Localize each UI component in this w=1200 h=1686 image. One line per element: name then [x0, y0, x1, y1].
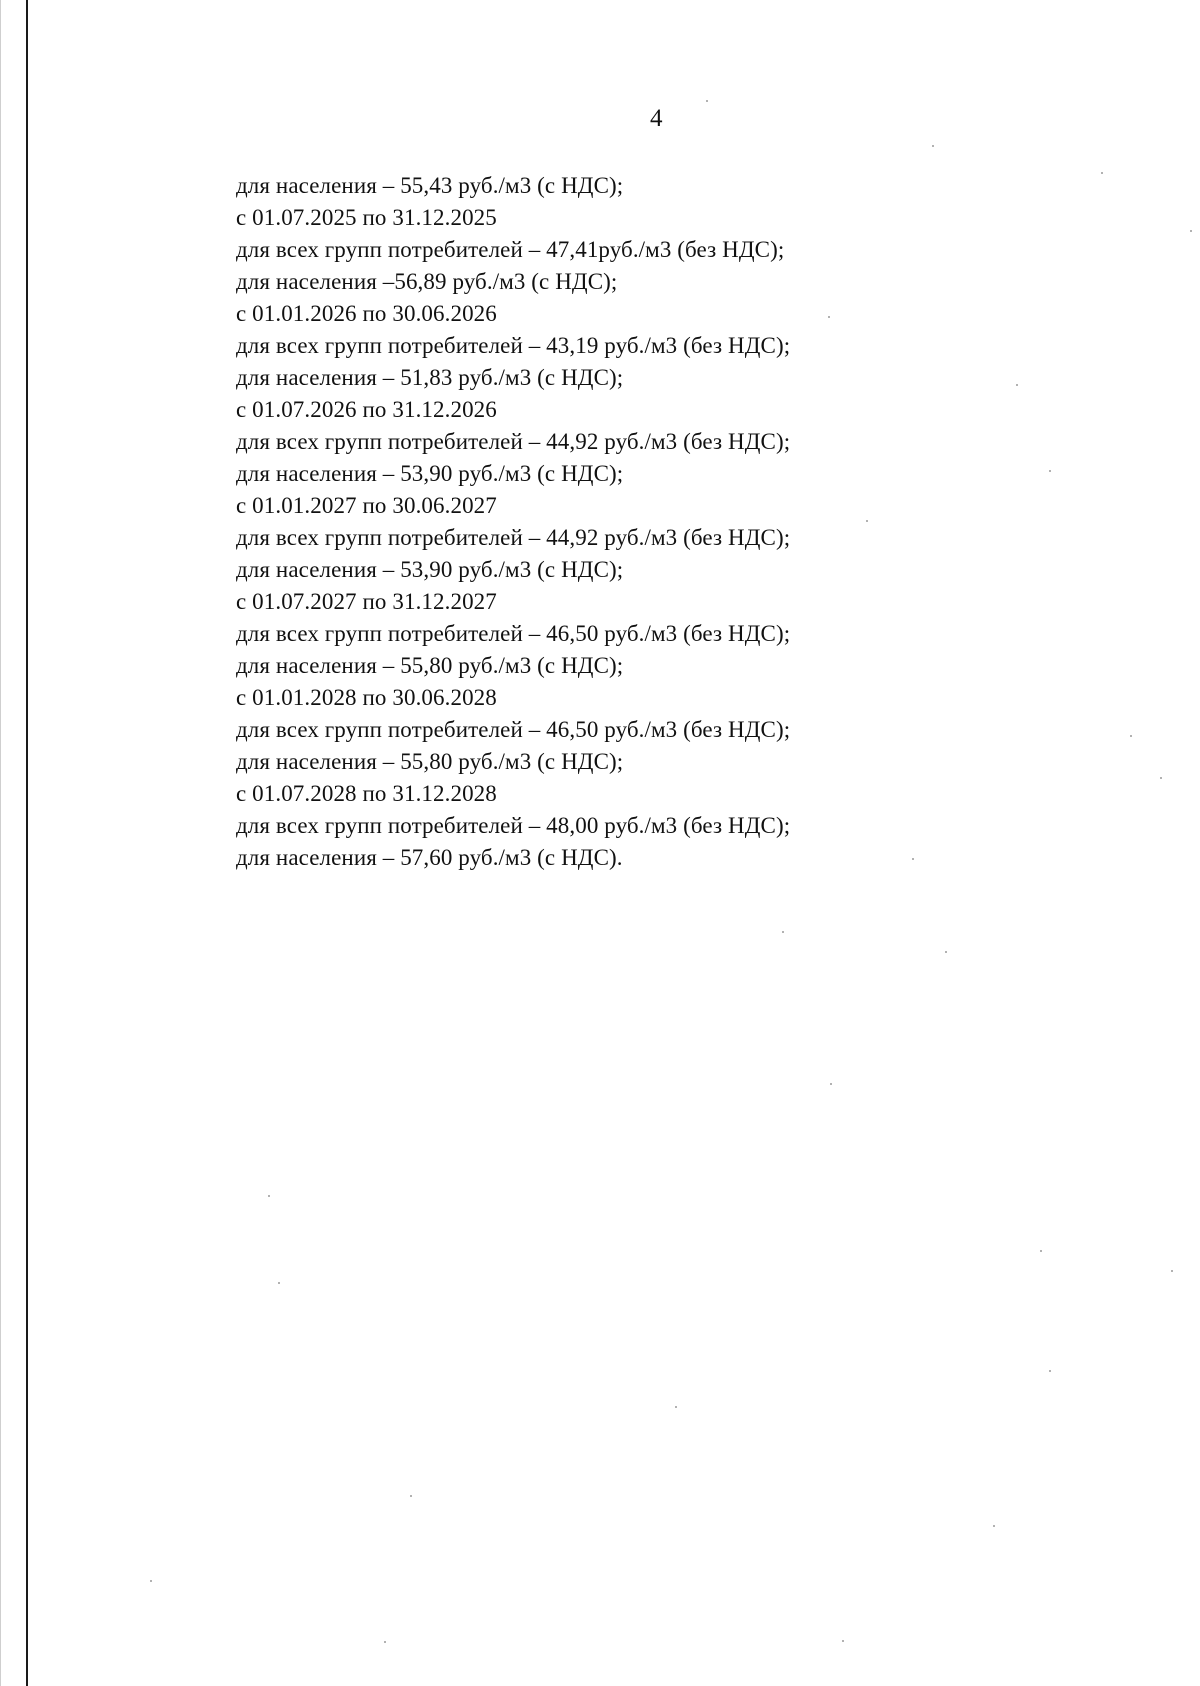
scan-speck — [1040, 1250, 1042, 1252]
text-line: для населения – 53,90 руб./м3 (с НДС); — [236, 461, 624, 486]
text-line: для всех групп потребителей – 43,19 руб./м3 (без НДС); — [236, 333, 791, 358]
page-number: 4 — [650, 105, 663, 132]
scan-speck — [278, 1282, 280, 1284]
scan-speck — [782, 931, 784, 933]
scan-speck — [384, 1641, 386, 1643]
text-line: для населения – 55,80 руб./м3 (с НДС); — [236, 653, 624, 678]
text-line: для всех групп потребителей – 44,92 руб./м3 (без НДС); — [236, 429, 791, 454]
scan-speck — [1130, 735, 1132, 737]
scan-speck — [706, 100, 708, 102]
scan-speck — [830, 1083, 832, 1085]
text-line: с 01.07.2026 по 31.12.2026 — [236, 397, 497, 422]
text-line: для всех групп потребителей – 48,00 руб./м3 (без НДС); — [236, 813, 791, 838]
text-line: для населения – 53,90 руб./м3 (с НДС); — [236, 557, 624, 582]
text-line: для всех групп потребителей – 44,92 руб./м3 (без НДС); — [236, 525, 791, 550]
scan-speck — [912, 858, 914, 860]
scan-edge-outer — [0, 0, 1, 1686]
scan-speck — [1101, 172, 1103, 174]
scan-speck — [866, 520, 868, 522]
text-line: с 01.01.2028 по 30.06.2028 — [236, 685, 497, 710]
scan-speck — [1190, 230, 1192, 232]
text-line: с 01.07.2027 по 31.12.2027 — [236, 589, 497, 614]
scan-edge-line — [26, 0, 28, 1686]
scan-speck — [1160, 777, 1162, 779]
tariff-text-block — [236, 170, 996, 874]
scan-speck — [150, 1580, 152, 1582]
scan-speck — [945, 951, 947, 953]
text-line: с 01.01.2027 по 30.06.2027 — [236, 493, 497, 518]
scan-speck — [675, 1406, 677, 1408]
text-line: для всех групп потребителей – 46,50 руб./м3 (без НДС); — [236, 621, 791, 646]
text-line: для всех групп потребителей – 47,41руб./м3 (без НДС); — [236, 237, 785, 262]
text-line: для населения – 55,80 руб./м3 (с НДС); — [236, 749, 624, 774]
scan-speck — [268, 1195, 270, 1197]
text-line: для населения – 51,83 руб./м3 (с НДС); — [236, 365, 624, 390]
scan-speck — [993, 1525, 995, 1527]
text-line: с 01.07.2028 по 31.12.2028 — [236, 781, 497, 806]
text-line: для населения – 55,43 руб./м3 (с НДС); — [236, 173, 624, 198]
scan-speck — [932, 145, 934, 147]
text-line: для населения – 57,60 руб./м3 (с НДС). — [236, 845, 623, 870]
scan-speck — [842, 1640, 844, 1642]
text-line: для населения –56,89 руб./м3 (с НДС); — [236, 269, 618, 294]
text-line: с 01.07.2025 по 31.12.2025 — [236, 205, 497, 230]
scan-speck — [1049, 470, 1051, 472]
scan-speck — [1049, 1370, 1051, 1372]
scan-speck — [410, 1495, 412, 1497]
text-line: с 01.01.2026 по 30.06.2026 — [236, 301, 497, 326]
scan-speck — [828, 316, 830, 318]
text-line: для всех групп потребителей – 46,50 руб./м3 (без НДС); — [236, 717, 791, 742]
scan-speck — [1171, 1270, 1173, 1272]
scan-speck — [1016, 384, 1018, 386]
